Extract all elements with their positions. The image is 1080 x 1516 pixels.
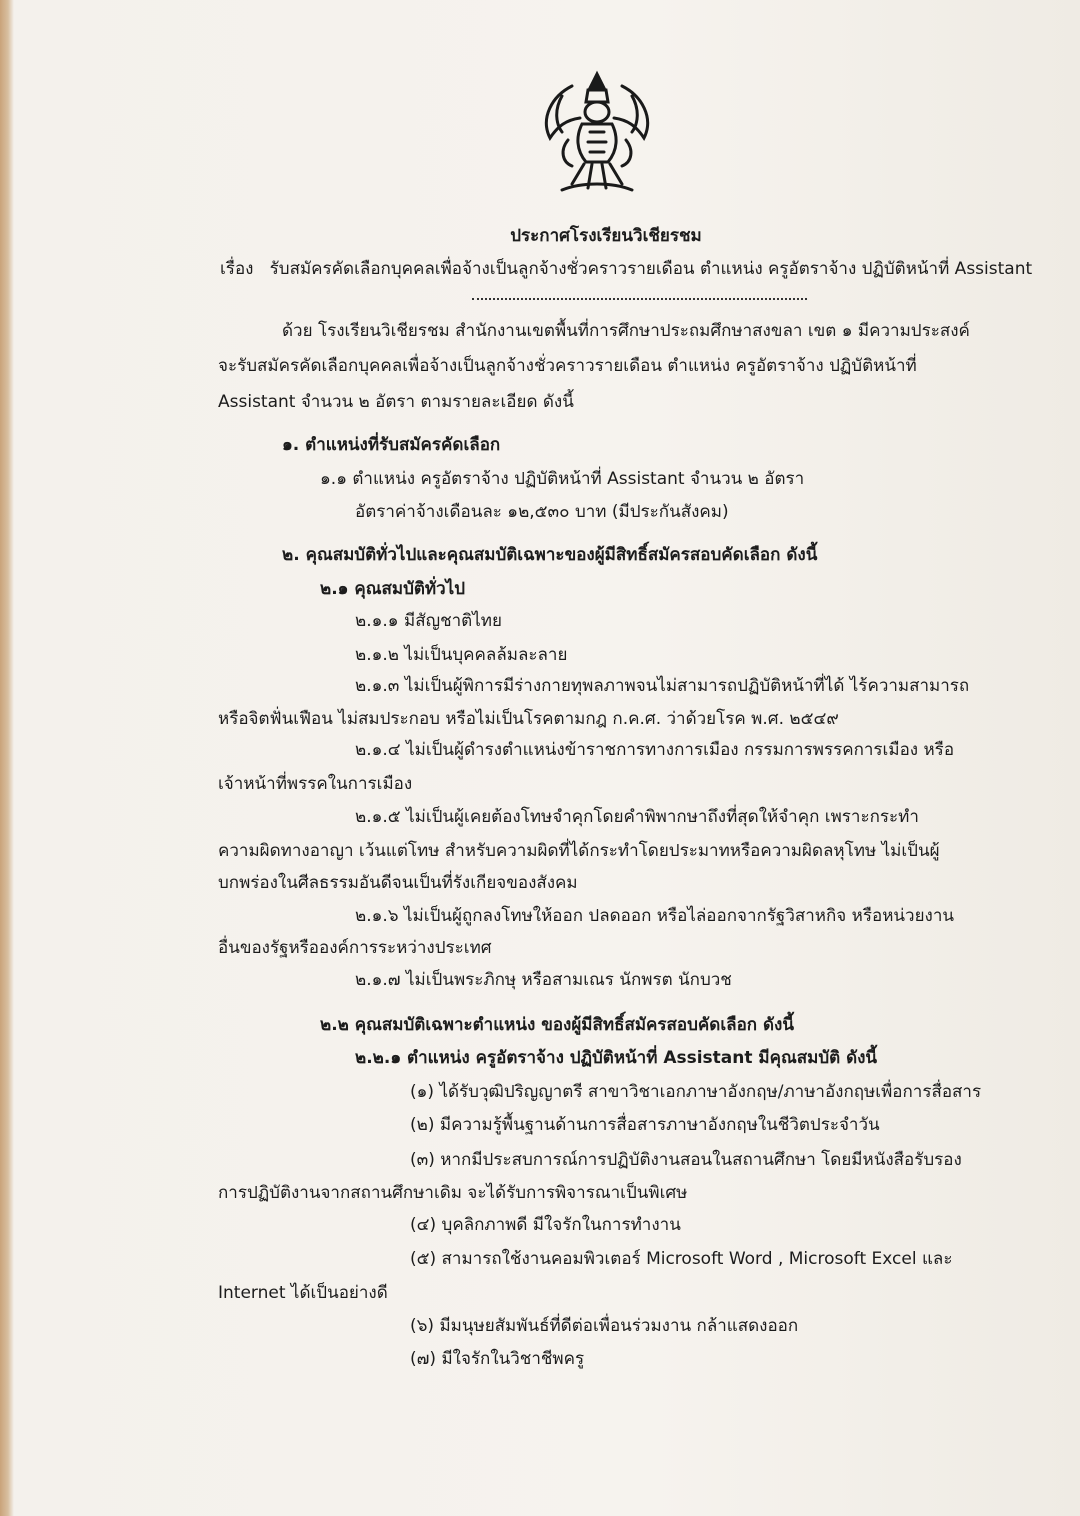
title-divider: [472, 298, 807, 300]
section-2-2-1-heading: ๒.๒.๑ ตำแหน่ง ครูอัตราจ้าง ปฏิบัติหน้าที่ Assistant มีคุณสมบัติ ดังนี้: [355, 1048, 878, 1068]
general-qual-6a: ๒.๑.๖ ไม่เป็นผู้ถูกลงโทษให้ออก ปลดออก หรือไล่ออกจากรัฐวิสาหกิจ หรือหน่วยงาน: [355, 906, 954, 926]
general-qual-7: ๒.๑.๗ ไม่เป็นพระภิกษุ หรือสามเณร นักพรต นักบวช: [355, 970, 732, 990]
general-qual-5a: ๒.๑.๕ ไม่เป็นผู้เคยต้องโทษจำคุกโดยคำพิพากษาถึงที่สุดให้จำคุก เพราะกระทำ: [355, 807, 919, 827]
specific-qual-7: (๗) มีใจรักในวิชาชีพครู: [410, 1349, 585, 1369]
specific-qual-3b: การปฏิบัติงานจากสถานศึกษาเดิม จะได้รับการพิจารณาเป็นพิเศษ: [218, 1183, 688, 1203]
general-qual-3b: หรือจิตฟั่นเฟือน ไม่สมประกอบ หรือไม่เป็นโรคตามกฎ ก.ค.ศ. ว่าด้วยโรค พ.ศ. ๒๕๔๙: [218, 709, 839, 729]
specific-qual-2: (๒) มีความรู้พื้นฐานด้านการสื่อสารภาษาอังกฤษในชีวิตประจำวัน: [410, 1115, 880, 1135]
section-1-item-1-salary: อัตราค่าจ้างเดือนละ ๑๒,๕๓๐ บาท (มีประกันสังคม): [355, 502, 729, 522]
specific-qual-6: (๖) มีมนุษยสัมพันธ์ที่ดีต่อเพื่อนร่วมงาน กล้าแสดงออก: [410, 1316, 799, 1336]
garuda-emblem: [532, 66, 662, 198]
general-qual-4b: เจ้าหน้าที่พรรคในการเมือง: [218, 774, 413, 794]
announcement-title: ประกาศโรงเรียนวิเชียรชม: [510, 226, 702, 246]
section-1-item-1: ๑.๑ ตำแหน่ง ครูอัตราจ้าง ปฏิบัติหน้าที่ Assistant จำนวน ๒ อัตรา: [320, 469, 805, 489]
section-2-2-heading: ๒.๒ คุณสมบัติเฉพาะตำแหน่ง ของผู้มีสิทธิ์สมัครสอบคัดเลือก ดังนี้: [320, 1015, 794, 1035]
general-qual-6b: อื่นของรัฐหรือองค์การระหว่างประเทศ: [218, 938, 492, 958]
specific-qual-3a: (๓) หากมีประสบการณ์การปฏิบัติงานสอนในสถานศึกษา โดยมีหนังสือรับรอง: [410, 1150, 962, 1170]
intro-line-2: จะรับสมัครคัดเลือกบุคคลเพื่อจ้างเป็นลูกจ้างชั่วคราวรายเดือน ตำแหน่ง ครูอัตราจ้าง ปฏิบัติหน้าที่: [218, 356, 917, 376]
section-2-heading: ๒. คุณสมบัติทั่วไปและคุณสมบัติเฉพาะของผู้มีสิทธิ์สมัครสอบคัดเลือก ดังนี้: [282, 545, 818, 565]
specific-qual-5b: Internet ได้เป็นอย่างดี: [218, 1283, 388, 1303]
specific-qual-4: (๔) บุคลิกภาพดี มีใจรักในการทำงาน: [410, 1215, 681, 1235]
specific-qual-1: (๑) ได้รับวุฒิปริญญาตรี สาขาวิชาเอกภาษาอังกฤษ/ภาษาอังกฤษเพื่อการสื่อสาร: [410, 1082, 982, 1102]
general-qual-5b: ความผิดทางอาญา เว้นแต่โทษ สำหรับความผิดที่ได้กระทำโดยประมาทหรือความผิดลหุโทษ ไม่เป็นผู้: [218, 841, 940, 861]
section-1-heading: ๑. ตำแหน่งที่รับสมัครคัดเลือก: [282, 435, 501, 455]
subject-line: [220, 257, 1032, 281]
general-qual-2: ๒.๑.๒ ไม่เป็นบุคคลล้มละลาย: [355, 645, 568, 665]
general-qual-1: ๒.๑.๑ มีสัญชาติไทย: [355, 611, 502, 631]
section-2-1-heading: ๒.๑ คุณสมบัติทั่วไป: [320, 579, 466, 599]
subject-text: รับสมัครคัดเลือกบุคคลเพื่อจ้างเป็นลูกจ้างชั่วคราวรายเดือน ตำแหน่ง ครูอัตราจ้าง ปฏิบัติหน้าที่ Assistant: [269, 259, 1033, 279]
specific-qual-5a: (๕) สามารถใช้งานคอมพิวเตอร์ Microsoft Word , Microsoft Excel และ: [410, 1249, 953, 1269]
intro-line-1: ด้วย โรงเรียนวิเชียรชม สำนักงานเขตพื้นที่การศึกษาประถมศึกษาสงขลา เขต ๑ มีความประสงค์: [282, 321, 970, 341]
general-qual-5c: บกพร่องในศีลธรรมอันดีจนเป็นที่รังเกียจของสังคม: [218, 873, 578, 893]
general-qual-4a: ๒.๑.๔ ไม่เป็นผู้ดำรงตำแหน่งข้าราชการทางการเมือง กรรมการพรรคการเมือง หรือ: [355, 740, 955, 760]
general-qual-3a: ๒.๑.๓ ไม่เป็นผู้พิการมีร่างกายทุพลภาพจนไม่สามารถปฏิบัติหน้าที่ได้ ไร้ความสามารถ: [355, 676, 970, 696]
subject-label: เรื่อง: [220, 259, 254, 279]
intro-line-3: Assistant จำนวน ๒ อัตรา ตามรายละเอียด ดังนี้: [218, 392, 574, 412]
